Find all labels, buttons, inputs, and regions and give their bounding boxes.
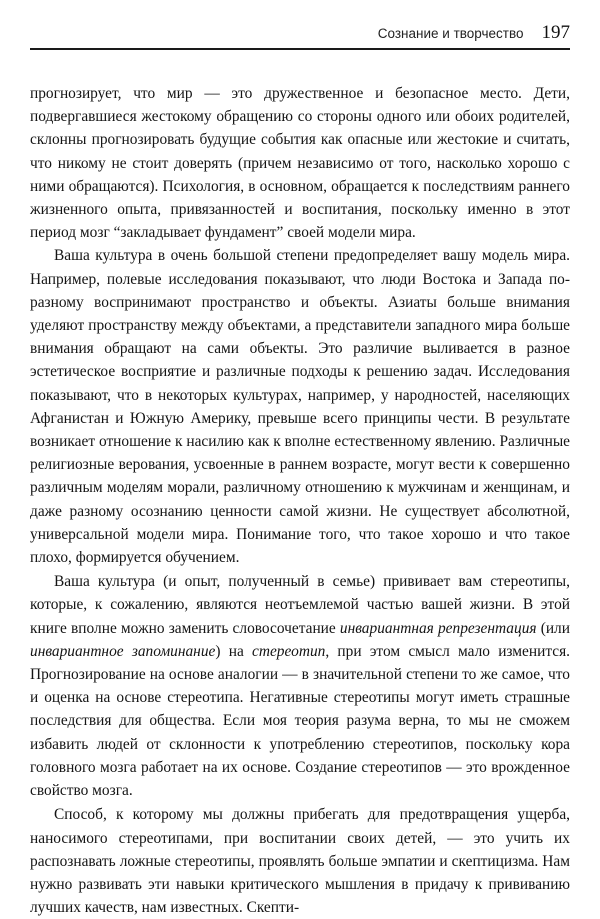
paragraph-prevention: Способ, к которому мы должны прибегать для предотвращения ущерба, наносимого стереотипами, при воспитании своих детей, — это учить их распознавать ложные стереотипы, проявлять больше эмпатии и скептицизма. Нам нужно развивать эти навыки критического мышления в придачу к прививанию лучших качеств, нам известных. Скепти- [30,806,570,917]
paragraph-culture: Ваша культура в очень большой степени предопределяет вашу модель мира. Например, полевые исследования показывают, что люди Востока и Запада по-разному воспринимают пространство и объекты. Азиаты больше внимания уделяют пространству между объектами, а представители западного мира больше внимания обращают на сами объекты. Это различие выливается в разное эстетическое восприятие и различные подходы к решению задач. Исследования показывают, что в некоторых культурах, например, у народностей, населяющих Афганистан и Южную Америку, превыше всего принципы чести. В результате возникает отношение к насилию как к вполне естественному явлению. Различные религиозные верования, усвоенные в раннем возрасте, могут вести к совершенно различным моделям морали, различному отношению к мужчинам и женщинам, и даже разному осознанию ценности самой жизни. Не существует абсолютной, универсальной модели мира. Понимание того, что такое хорошо и что такое плохо, формируется обучением. [30,247,570,567]
running-header [30,22,570,50]
paragraph-text-segment: , при этом смысл мало изменится. Прогнозирование на основе аналогии — в значительной степени то же самое, что и оценка на основе стереотипа. Негативные стереотипы могут иметь страшные последствия для общества. Если моя теория разума верна, то мы не сможем избавить людей от склонности к употреблению стереотипов, поскольку кора головного мозга работает на их основе. Создание стереотипов — это врожденное свойство мозга. [30,642,571,800]
italic-term: инвариантная репрезентация [339,619,537,637]
paragraph-text-segment: Ваша культура (и опыт, полученный в семье) прививает вам стереотипы, которые, к сожалению, являются неотъемлемой частью вашей жизни. В этой книге вполне можно заменить словосочетание [30,573,570,637]
paragraph-continuation: прогнозирует, что мир — это дружественное и безопасное место. Дети, подвергавшиеся жестокому обращению со стороны одного или обоих родителей, склонны прогнозировать будущие события как опасные или жестокие и считать, что никому не стоит доверять (причем независимо от того, насколько хорошо с ними обращаются). Психология, в основном, обращается к последствиям раннего жизненного опыта, привязанностей и воспитания, поскольку именно в этот период мозг “закладывает фундамент” своей модели мира. [30,85,570,242]
running-title: Сознание и творчество [377,26,524,41]
paragraph-text-segment: (или [536,619,570,637]
paragraph-text-segment: ) на [215,642,253,660]
paragraph-stereotypes [30,570,570,802]
body-text [30,82,570,919]
italic-term: инвариантное запоминание [30,642,216,660]
italic-term: стереотип [252,642,326,660]
page-number: 197 [541,22,570,43]
